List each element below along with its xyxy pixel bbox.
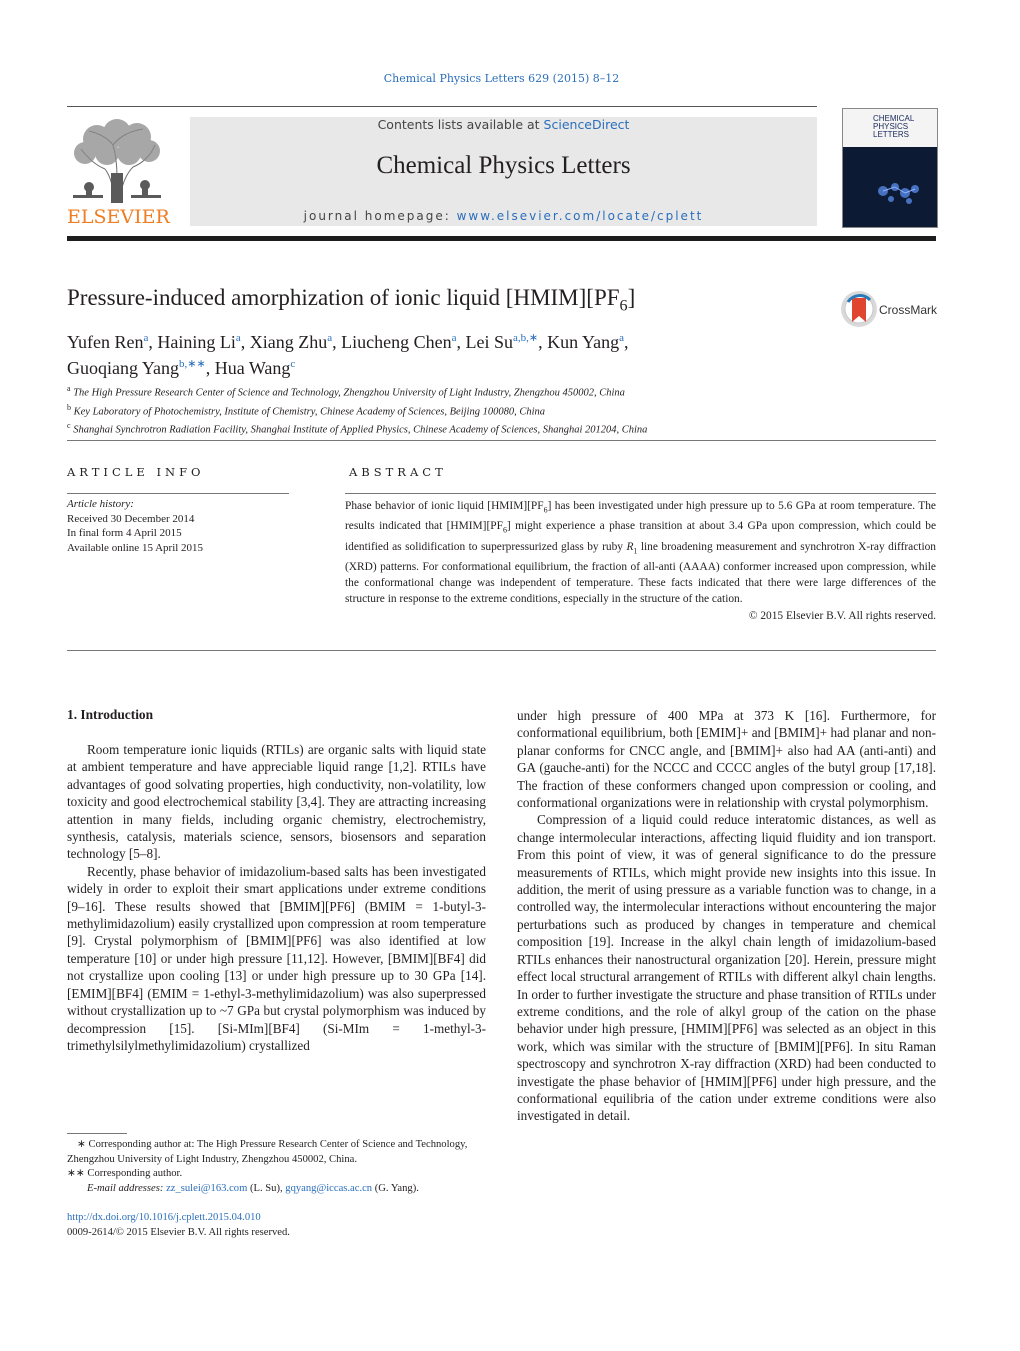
body-column-left (67, 741, 486, 1054)
revised-date: In final form 4 April 2015 (67, 527, 182, 539)
abstract-heading: ABSTRACT (349, 465, 447, 479)
online-date: Available online 15 April 2015 (67, 541, 204, 554)
abstract-text: Phase behavior of ionic liquid $[HMIM][PF_6]$ has been investigated under high pressure up to 5.6 GPa at room temperature. The results indicated that $[HMIM][PF_6]$ might experience a phase transition at about 3.4 GPa upon compression, which could be identified as solidification to superpressurized glass by ruby $R_1$ line broadening measurement and synchrotron X-ray diffraction (XRD) patterns. For conformational equilibrium, the fraction of all-anti (AAAA) conformer increased upon compression, while the conformational change was independent of temperature. These facts indicated that there were large differences of the structure in response to the extreme conditions, especially in the structure of the cation. (345, 500, 936, 605)
affiliation: $^c$ Shanghai Synchrotron Radiation Facility, Shanghai Institute of Applied Physics, Chinese Academy of Sciences, Shanghai 201204, China (67, 421, 648, 436)
article-history (67, 497, 289, 555)
history-label: Article history: (67, 498, 134, 510)
paragraph: Room temperature ionic liquids (RTILs) are organic salts with liquid state at ambient temperature and have appreciable liquid range [1,2]. RTILs have advantages of good solvating properties, high conductivity, non-volatility, low toxicity and good electrochemical stability [3,4]. They are attracting increasing attention in many fields, including organic chemistry, electrochemistry, synthesis, catalysis, materials science, sensors, biosensors and separation technology [5–8]. (67, 742, 486, 862)
affiliations (67, 382, 927, 438)
doi-block (67, 1211, 290, 1240)
doi-link[interactable]: http://dx.doi.org/10.1016/j.cplett.2015.04.010 (67, 1212, 261, 1223)
top-rule (67, 106, 817, 107)
body-column-right (517, 707, 936, 1125)
affiliation: $^b$ Key Laboratory of Photochemistry, Institute of Chemistry, Chinese Academy of Sciences, Beijing 100080, China (67, 402, 545, 417)
author: Haining Li$^a$, (157, 332, 250, 352)
paragraph: under high pressure of 400 MPa at 373 K [16]. Furthermore, for conformational equilibrium, both [EMIM]+ and [BMIM]+ had planar and non-planar conforms for CNCC angle, and [BMIM]+ also had AA (anti-anti) and GA (gauche-anti) for the NCCC and CCCC angles of the butyl group [17,18]. The fraction of these conformers changed upon compression or cooling, and conformational organizations were in relationship with crystal polymorphism. (517, 708, 936, 811)
section-heading: 1. Introduction (67, 707, 154, 722)
rule-after-affiliations (67, 440, 936, 441)
article-info-rule (67, 493, 289, 494)
author: Yufen Ren$^a$, (67, 332, 158, 352)
sciencedirect-link[interactable]: ScienceDirect (543, 117, 630, 132)
header-thick-rule (67, 236, 936, 241)
cover-molecule-art (843, 147, 937, 227)
cover-title-line: LETTERS (873, 130, 910, 139)
author: Kun Yang$^a$, (547, 332, 629, 352)
footnote-corresponding-2: ∗∗ Corresponding author. (67, 1168, 183, 1179)
journal-title: Chemical Physics Letters (376, 152, 631, 179)
abstract-copyright: © 2015 Elsevier B.V. All rights reserved. (748, 610, 936, 622)
received-date: Received 30 December 2014 (67, 512, 195, 525)
contents-line: Contents lists available at ScienceDirect (377, 117, 630, 132)
author: Liucheng Chen$^a$, (341, 332, 466, 352)
crossmark-label[interactable]: CrossMark (879, 303, 938, 317)
author: Hua Wang$^c$ (214, 358, 296, 378)
article-title: Pressure-induced amorphization of ionic liquid $[HMIM][PF_6]$ (67, 285, 636, 315)
crossmark-icon[interactable] (840, 290, 880, 330)
footnote-emails: E-mail addresses: zz_sulei@163.com (L. Su), gqyang@iccas.ac.cn (G. Yang). (87, 1182, 419, 1194)
email-link[interactable]: gqyang@iccas.ac.cn (285, 1182, 373, 1194)
author: Guoqiang Yang$^{b,∗∗}$, (67, 358, 215, 378)
abstract-rule (345, 493, 936, 494)
author-list (67, 327, 827, 379)
affiliation: $^a$ The High Pressure Research Center of Science and Technology, Zhengzhou University of Light Industry, Zhengzhou 450002, China (67, 384, 625, 399)
cover-title-line: CHEMICAL (873, 114, 915, 123)
footnote-rule (67, 1133, 127, 1134)
article-info-heading: ARTICLE INFO (67, 465, 205, 479)
homepage-link[interactable]: www.elsevier.com/locate/cplett (456, 209, 704, 223)
rule-after-abstract (67, 650, 936, 651)
author: Lei $Su^{a,b,∗}$, (465, 332, 548, 352)
journal-reference[interactable]: Chemical Physics Letters 629 (2015) 8–12 (383, 72, 620, 85)
journal-cover-image[interactable] (842, 108, 938, 228)
email-link[interactable]: zz_sulei@163.com (166, 1182, 248, 1194)
footnote-corresponding-1: ∗ Corresponding author at: The High Pressure Research Center of Science and Technology, Zhengzhou University of Light Industry, Zhengzhou 450002, China. (67, 1139, 468, 1165)
journal-homepage: journal homepage: www.elsevier.com/locate/cplett (303, 209, 704, 223)
author: Xiang Zhu$^a$, (249, 332, 342, 352)
issn-line: 0009-2614/© 2015 Elsevier B.V. All rights reserved. (67, 1226, 290, 1238)
footnotes (67, 1138, 486, 1196)
cover-title (873, 115, 933, 139)
paragraph: Recently, phase behavior of imidazolium-based salts has been investigated widely in order to exploit their smart applications under extreme conditions [9–16]. These results showed that [BMIM][PF6] (BMIM = 1-butyl-3-methylimidazolium) easily crystallized upon compression at room temperature [9]. Crystal polymorphism of [BMIM][PF6] was also identified at low temperature [10] or under high pressure [11,12]. However, [BMIM][BF4] did not crystallize upon cooling [13] or under high pressure up to 30 GPa [14]. [EMIM][BF4] (EMIM = 1-ethyl-3-methylimidazolium) was also superpressed without crystallization up to ~7 GPa but crystal polymorphism was induced by decompression [15]. [Si-MIm][BF4] (Si-MIm = 1-methyl-3-trimethylsilylmethylimidazolium) crystallized (67, 863, 486, 1053)
cover-title-line: PHYSICS (873, 122, 909, 131)
paragraph: Compression of a liquid could reduce interatomic distances, as well as change intermolecular interactions, affecting liquid fluidity and ion transport. From this point of view, it was of general significance to do the pressure measurements of RTILs, which might provide new insights into this issue. In addition, the merit of using pressure as a variable function was to change, in a controlled way, the intermolecular interactions without encountering the major perturbations such as produced by changes in temperature and chemical composition [19]. Increase in the alkyl chain length of imidazolium-based RTILs enhances their nanostructural organization [20]. Herein, pressure might effect local structural arrangement of RTILs with different alkyl chain lengths. In order to further investigate the structure and phase transition of RTILs under extreme conditions, and the role of alkyl group of the cation on the phase behavior under high pressure, [HMIM][PF6] was selected as an object in this work, which was similar with the structure of [BMIM][PF6]. In situ Raman spectroscopy and synchrotron X-ray diffraction (XRD) had been conducted to investigate the phase behavior of [HMIM][PF6] under high pressure, and the conformational equilibria of the cation under extreme conditions were also investigated in detail. (517, 812, 936, 1124)
elsevier-wordmark: ELSEVIER (67, 206, 170, 228)
